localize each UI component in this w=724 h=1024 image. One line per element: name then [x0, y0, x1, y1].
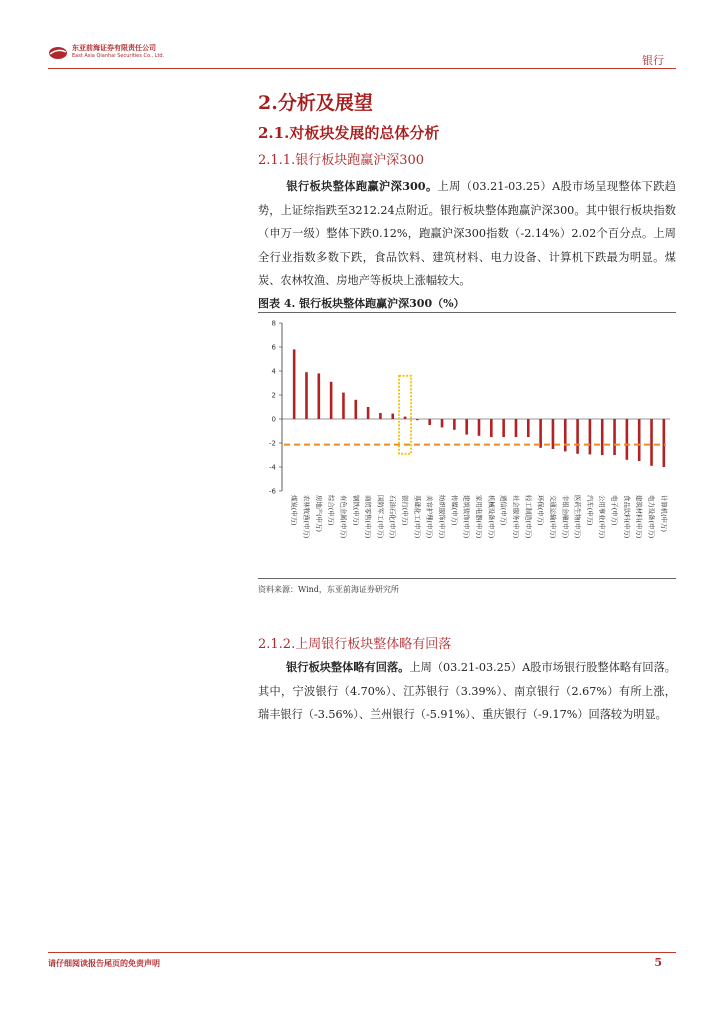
y-tick-label: 8	[271, 319, 276, 328]
section-tag: 银行	[642, 54, 664, 67]
bar	[589, 419, 592, 454]
bar-chart	[258, 314, 676, 576]
highlight-box	[399, 376, 411, 454]
x-tick-label: 综合(申万)	[327, 495, 336, 526]
x-tick-label: 石油石化(申万)	[388, 495, 397, 539]
x-tick-label: 食品饮料(申万)	[622, 495, 631, 539]
x-labels-group	[290, 495, 669, 538]
company-name-cn: 东亚前海证券有限责任公司	[72, 44, 156, 52]
bar	[478, 419, 481, 436]
x-tick-label: 环保(申万)	[536, 495, 545, 526]
x-tick-label: 煤炭(申万)	[290, 495, 299, 526]
page-number: 5	[654, 956, 662, 969]
x-tick-label: 家用电器(申万)	[475, 495, 483, 539]
figure-source: 资料来源：Wind，东亚前海证券研究所	[258, 585, 399, 594]
bar	[490, 419, 493, 437]
bar	[305, 372, 308, 419]
paragraph-1	[258, 175, 676, 293]
x-tick-label: 非银金融(申万)	[561, 495, 570, 539]
y-tick-label: -4	[269, 463, 276, 472]
subsubsection-heading-1: 2.1.1.银行板块跑赢沪深300	[258, 153, 425, 168]
figure-top-rule	[258, 312, 676, 313]
y-tick-label: -2	[269, 439, 276, 448]
figure-bottom-rule	[258, 578, 676, 579]
bar	[663, 419, 666, 467]
company-logo	[48, 44, 164, 60]
x-tick-label: 银行(申万)	[401, 495, 410, 526]
x-tick-label: 房地产(申万)	[314, 495, 323, 532]
y-tick-label: 6	[271, 343, 276, 352]
y-tick-label: -6	[269, 487, 276, 496]
bar	[330, 382, 333, 419]
bar	[441, 419, 444, 427]
bar	[318, 373, 321, 419]
subsubsection-heading-2: 2.1.2.上周银行板块整体略有回落	[258, 637, 452, 652]
x-tick-label: 基础化工(申万)	[413, 495, 422, 539]
x-tick-label: 建筑材料(申万)	[635, 495, 644, 539]
x-tick-label: 计算机(申万)	[659, 495, 668, 532]
x-tick-label: 传媒(申万)	[450, 495, 459, 526]
bar	[428, 419, 431, 425]
bar	[539, 419, 542, 448]
x-tick-label: 电子(申万)	[610, 495, 619, 526]
paragraph-1-lead: 银行板块整体跑赢沪深300。	[286, 179, 438, 193]
footer-divider	[48, 952, 676, 953]
bar	[515, 419, 518, 437]
x-tick-label: 美容护理(申万)	[425, 495, 434, 539]
section-heading: 2.分析及展望	[258, 92, 373, 114]
paragraph-2-lead: 银行板块整体略有回落。	[286, 660, 410, 674]
x-tick-label: 电力设备(申万)	[647, 495, 656, 539]
bar	[650, 419, 653, 466]
x-tick-label: 商贸零售(申万)	[364, 495, 373, 539]
bar	[552, 419, 555, 449]
bar	[342, 393, 345, 419]
x-tick-label: 建筑装饰(申万)	[462, 495, 471, 539]
overlay-group	[284, 376, 666, 454]
x-tick-label: 农林牧渔(申万)	[302, 495, 311, 539]
bar	[293, 349, 296, 419]
bar	[527, 419, 530, 437]
bar	[391, 414, 394, 419]
bar	[564, 419, 567, 451]
x-tick-label: 汽车(申万)	[585, 495, 594, 526]
bar	[626, 419, 629, 460]
x-tick-label: 钢铁(申万)	[351, 495, 360, 526]
bar	[379, 413, 382, 419]
x-tick-label: 通信(申万)	[499, 495, 508, 526]
logo-mark-icon	[48, 45, 68, 59]
figure-title: 图表 4. 银行板块整体跑赢沪深300（%）	[258, 297, 465, 310]
x-tick-label: 国防军工(申万)	[376, 495, 385, 539]
header-divider	[48, 68, 676, 69]
bars-group	[293, 349, 665, 467]
bar	[416, 419, 419, 420]
x-tick-label: 轻工制造(申万)	[524, 495, 533, 539]
x-tick-label: 交通运输(申万)	[548, 495, 557, 539]
bar	[576, 419, 579, 454]
bar	[453, 419, 456, 430]
bar	[613, 419, 616, 455]
company-name-en: East Asia Qianhai Securities Co., Ltd.	[72, 53, 165, 59]
x-tick-label: 社会服务(申万)	[511, 495, 520, 539]
footer-disclaimer: 请仔细阅读报告尾页的免责声明	[48, 958, 160, 968]
x-tick-label: 机械设备(申万)	[487, 495, 496, 539]
x-tick-label: 有色金属(申万)	[339, 495, 348, 539]
x-tick-label: 公用事业(申万)	[598, 495, 607, 539]
x-tick-label: 医药生物(申万)	[573, 495, 582, 539]
y-tick-label: 2	[271, 391, 276, 400]
bar	[354, 400, 357, 419]
paragraph-2	[258, 656, 676, 727]
bar	[367, 407, 370, 419]
bar	[601, 419, 604, 455]
bar	[404, 417, 407, 419]
subsection-heading: 2.1.对板块发展的总体分析	[258, 124, 440, 142]
bar	[502, 419, 505, 437]
paragraph-1-body: 上周（03.21-03.25）A股市场呈现整体下跌趋势，上证综指跌至3212.24点附近。银行板块整体跑赢沪深300。其中银行板块指数（申万一级）整体下跌0.12%，跑赢沪深300指数（-2.14%）2.02个百分点。上周全行业指数多数下跌，食品饮料、建筑材料、电力设备、计算机下跌最为明显。煤炭、农林牧渔、房地产等板块上涨幅较大。	[258, 180, 676, 287]
bar	[638, 419, 641, 461]
paragraph-2-body: 上周（03.21-03.25）A股市场银行股整体略有回落。其中，宁波银行（4.70%）、江苏银行（3.39%）、南京银行（2.67%）有所上涨，瑞丰银行（-3.56%）、兰州银行（-5.91%）、重庆银行（-9.17%）回落较为明显。	[258, 661, 676, 721]
bar	[465, 419, 468, 435]
y-tick-label: 4	[271, 367, 276, 376]
y-tick-label: 0	[271, 415, 276, 424]
x-tick-label: 纺织服饰(申万)	[438, 495, 447, 539]
y-axis	[269, 320, 670, 496]
